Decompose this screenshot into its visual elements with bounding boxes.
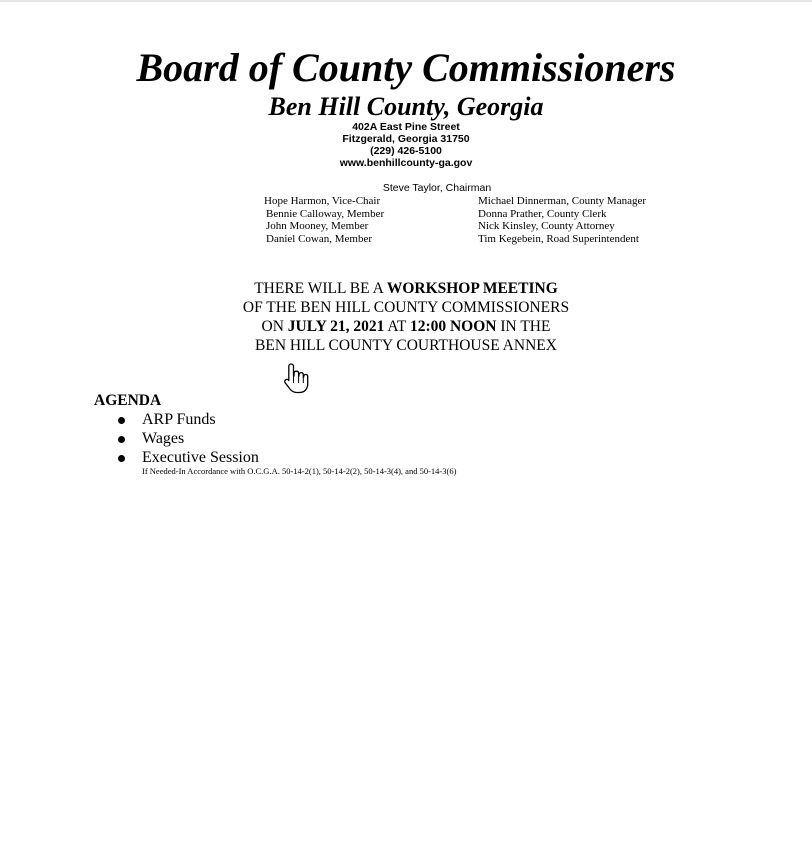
board-title: Board of County Commissioners: [136, 45, 676, 90]
road-superintendent: Tim Kegebein, Road Superintendent: [478, 232, 639, 245]
page-top-border: [0, 0, 812, 2]
notice-line-1-prefix: THERE WILL BE A: [254, 280, 387, 297]
executive-session-note: If Needed-In Accordance with O.C.G.A. 50-14-2(1), 50-14-2(2), 50-14-3(4), and 50-14-3(6): [142, 466, 457, 476]
website-link[interactable]: www.benhillcounty-ga.gov: [339, 157, 473, 169]
county-staff-list: [478, 195, 646, 245]
meeting-notice: [0, 279, 812, 355]
notice-line-3: [0, 317, 812, 336]
phone-number: (229) 426-5100: [370, 145, 442, 157]
bullet-icon: [118, 455, 125, 462]
commissioner-member: John Mooney, Member: [266, 220, 369, 232]
agenda-item: [116, 429, 259, 448]
meeting-time: 12:00 NOON: [409, 318, 497, 335]
bullet-icon: [118, 417, 125, 424]
notice-line-1: [0, 279, 812, 298]
notice-in-the: IN THE: [496, 318, 551, 335]
county-clerk: Donna Prather, County Clerk: [478, 207, 607, 220]
notice-at: AT: [384, 318, 410, 335]
commissioner-vice-chair: Hope Harmon, Vice-Chair: [264, 195, 381, 207]
agenda-heading: AGENDA: [94, 392, 162, 409]
street-address: 402A East Pine Street: [352, 121, 460, 133]
county-manager: Michael Dinnerman, County Manager: [478, 195, 647, 207]
meeting-type: WORKSHOP MEETING: [386, 280, 558, 297]
county-subtitle: Ben Hill County, Georgia: [268, 92, 544, 121]
agenda-item: [116, 410, 259, 429]
hand-pointer-icon: [282, 362, 310, 394]
notice-line-2: OF THE BEN HILL COUNTY COMMISSIONERS: [242, 299, 570, 316]
agenda-item-label: Wages: [142, 430, 185, 447]
agenda-list: [116, 410, 259, 467]
commissioners-list: [264, 195, 384, 245]
chairman-name: Steve Taylor, Chairman: [382, 182, 492, 194]
bullet-icon: [118, 436, 125, 443]
notice-line-4: BEN HILL COUNTY COURTHOUSE ANNEX: [255, 337, 557, 354]
agenda-item: [116, 448, 259, 467]
city-address: Fitzgerald, Georgia 31750: [342, 133, 470, 145]
commissioner-member: Daniel Cowan, Member: [266, 232, 372, 245]
agenda-item-label: Executive Session: [142, 449, 259, 466]
meeting-date: JULY 21, 2021: [287, 318, 385, 335]
commissioner-member: Bennie Calloway, Member: [266, 207, 385, 220]
notice-on: ON: [261, 318, 288, 335]
agenda-item-label: ARP Funds: [142, 411, 216, 428]
county-attorney: Nick Kinsley, County Attorney: [478, 220, 615, 232]
